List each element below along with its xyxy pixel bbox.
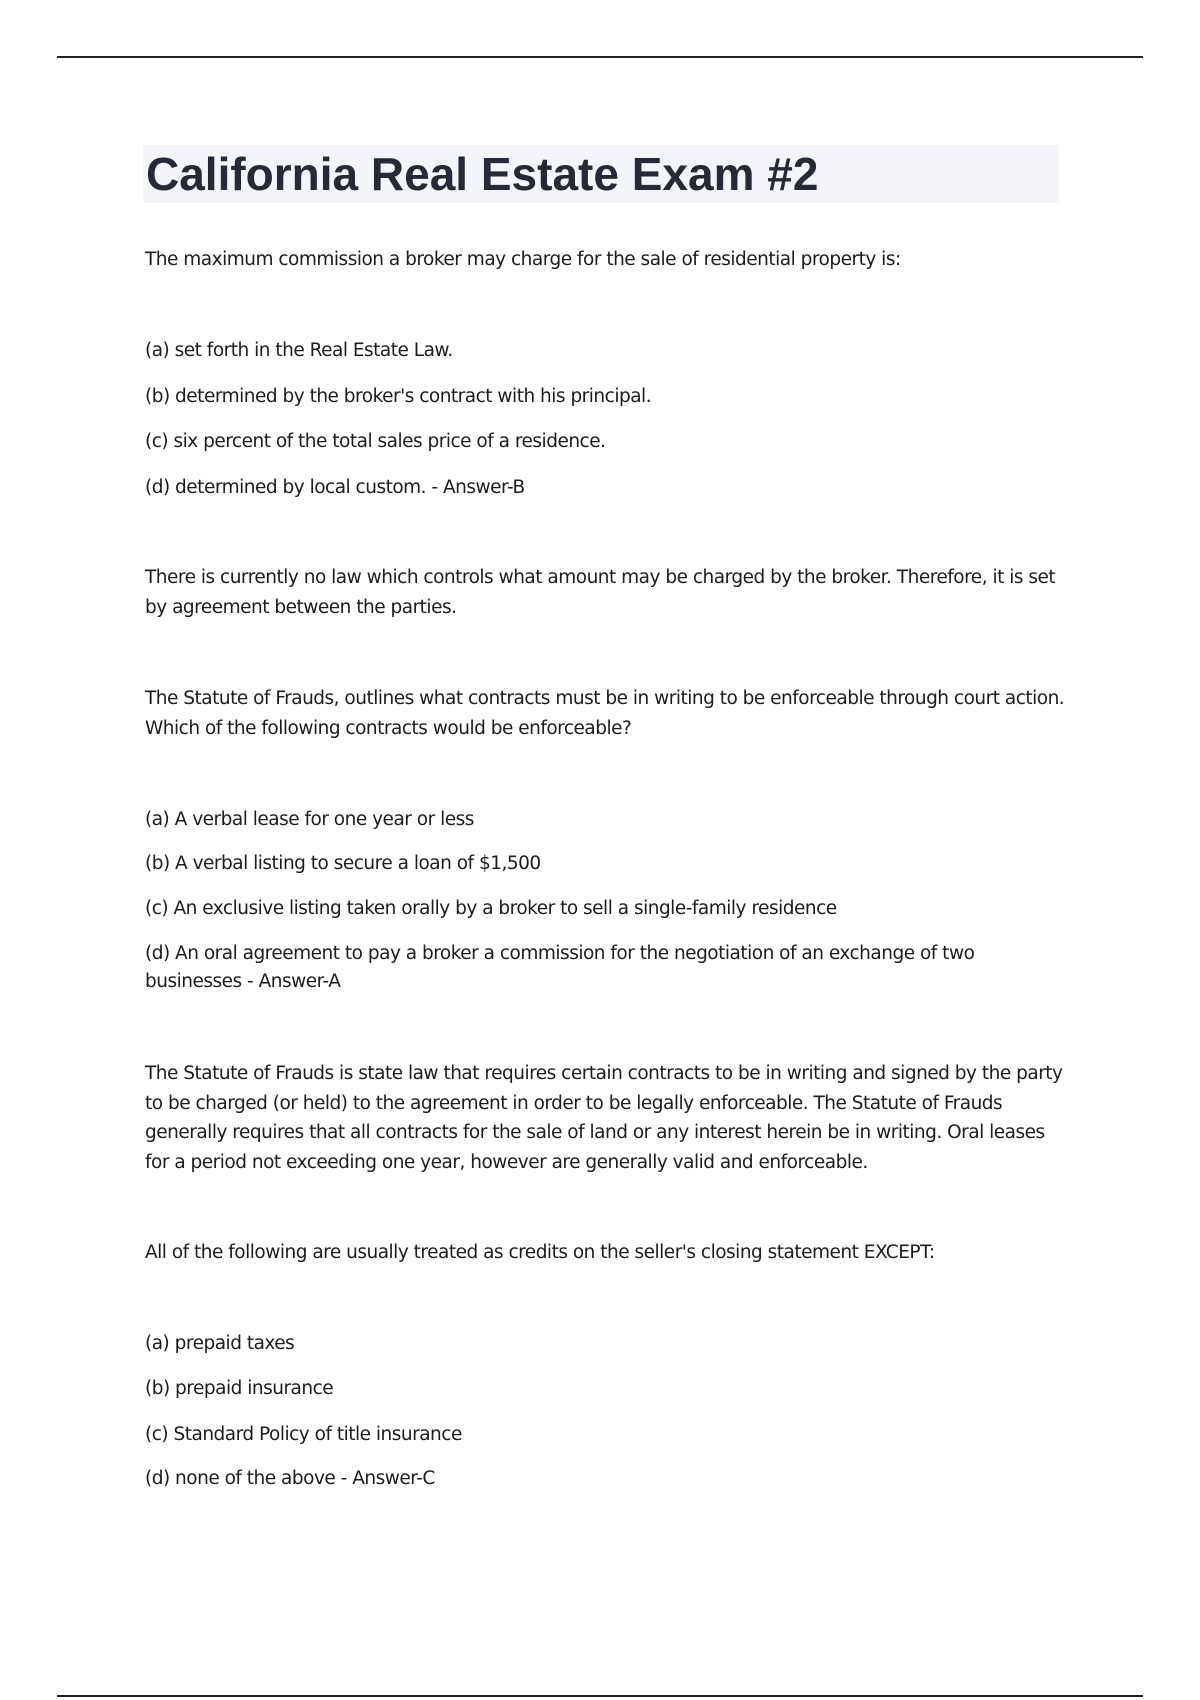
question-3-option-d: (d) none of the above - Answer-C — [145, 1468, 435, 1489]
question-2-option-c: (c) An exclusive listing taken orally by a broker to sell a single-family residence — [145, 898, 837, 919]
page-title: California Real Estate Exam #2 — [146, 148, 819, 200]
question-1-option-a: (a) set forth in the Real Estate Law. — [145, 340, 453, 361]
question-1-explanation: There is currently no law which controls what amount may be charged by the broker. Therefore, it is set by agreement between the parties. — [145, 567, 1056, 618]
question-3-option-b: (b) prepaid insurance — [145, 1378, 334, 1399]
question-2-option-a: (a) A verbal lease for one year or less — [145, 809, 474, 830]
question-3-text: All of the following are usually treated as credits on the seller's closing statement EXCEPT: — [145, 1242, 935, 1263]
question-3-option-c: (c) Standard Policy of title insurance — [145, 1424, 462, 1445]
question-1-text: The maximum commission a broker may charge for the sale of residential property is: — [145, 249, 901, 270]
footer-rule — [57, 1695, 1143, 1697]
question-1-option-b: (b) determined by the broker's contract with his principal. — [145, 386, 652, 407]
question-1-option-d: (d) determined by local custom. - Answer-B — [145, 477, 525, 498]
question-2-option-d: (d) An oral agreement to pay a broker a commission for the negotiation of an exchange of two businesses - Answer-A — [145, 943, 975, 992]
question-3-option-a: (a) prepaid taxes — [145, 1333, 295, 1354]
question-2-explanation: The Statute of Frauds is state law that requires certain contracts to be in writing and signed by the party to be charged (or held) to the agreement in order to be legally enforceable. The Statute of Frauds generally requires that all contracts for the sale of land or any interest herein be in writing. Oral leases for a period not exceeding one year, however are generally valid and enforceable. — [145, 1063, 1063, 1173]
question-2-text: The Statute of Frauds, outlines what contracts must be in writing to be enforceable through court action. Which of the following contracts would be enforceable? — [145, 688, 1065, 739]
question-2-option-b: (b) A verbal listing to secure a loan of $1,500 — [145, 853, 541, 874]
question-1-option-c: (c) six percent of the total sales price of a residence. — [145, 431, 606, 452]
header-rule — [57, 56, 1143, 58]
